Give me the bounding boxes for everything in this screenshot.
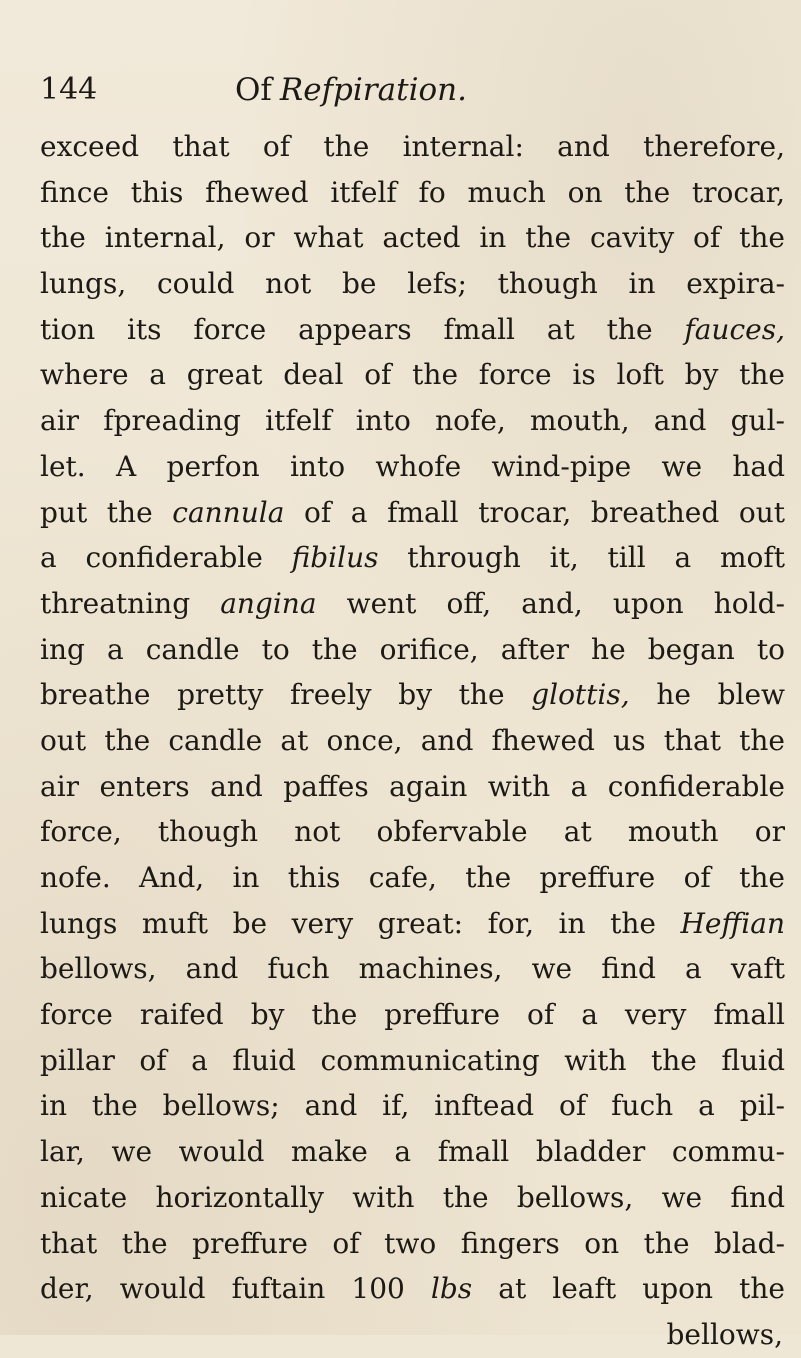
text-line: lungs muft be very great: for, in the Heffian: [40, 906, 785, 940]
text-line: force, though not obfervable at mouth or: [40, 815, 785, 849]
text-line: force raifed by the preffure of a very fmall: [40, 998, 785, 1032]
running-title: [235, 72, 467, 108]
text-line: exceed that of the internal: and therefore,: [40, 130, 785, 163]
text-line: in the bellows; and if, inftead of fuch a pil-: [40, 1089, 785, 1123]
text-line: tion its force appears fmall at the fauces,: [40, 312, 785, 346]
italic-word: Heffian: [680, 906, 785, 940]
catchword-line: bellows,: [666, 1317, 783, 1351]
italic-word: cannula: [172, 495, 285, 529]
italic-word: lbs: [430, 1272, 473, 1306]
italic-word: fauces,: [684, 312, 785, 346]
text-line: that the preffure of two fingers on the blad-: [40, 1226, 785, 1260]
italic-word: glottis,: [531, 678, 630, 712]
text-line: out the candle at once, and fhewed us that the: [40, 723, 785, 757]
text-line: let. A perfon into whofe wind-pipe we had: [40, 449, 785, 483]
text-line: nofe. And, in this cafe, the preffure of the: [40, 861, 785, 894]
page-header: [40, 72, 761, 116]
text-line: the internal, or what acted in the cavity of the: [40, 221, 785, 255]
text-line: lungs, could not be lefs; though in expira-: [40, 267, 785, 301]
page-number: 144: [40, 72, 98, 107]
text-line: a confiderable fibilus through it, till a moft: [40, 541, 785, 575]
text-line: fince this fhewed itfelf fo much on the trocar,: [40, 175, 785, 209]
text-line: ing a candle to the orifice, after he began to: [40, 632, 785, 666]
italic-word: fibilus: [291, 541, 379, 575]
text-line: pillar of a fluid communicating with the fluid: [40, 1043, 785, 1077]
italic-word: angina: [220, 586, 317, 620]
text-line: bellows, and fuch machines, we find a vaft: [40, 952, 785, 986]
text-line: der, would fuftain 100 lbs at leaft upon the: [40, 1272, 785, 1306]
text-line: put the cannula of a fmall trocar, breathed out: [40, 495, 785, 529]
text-line: lar, we would make a fmall bladder commu-: [40, 1135, 785, 1169]
text-line: air enters and paffes again with a confiderable: [40, 769, 785, 803]
text-line: breathe pretty freely by the glottis, he blew: [40, 678, 785, 712]
running-title-main: Refpiration.: [279, 72, 467, 108]
text-line: threatning angina went off, and, upon hold-: [40, 586, 785, 620]
body-text: [40, 124, 785, 1358]
text-line: air fpreading itfelf into nofe, mouth, and gul-: [40, 404, 785, 438]
text-line: where a great deal of the force is loft by the: [40, 358, 785, 392]
running-title-prefix: Of: [235, 72, 272, 108]
text-line: nicate horizontally with the bellows, we find: [40, 1180, 785, 1214]
